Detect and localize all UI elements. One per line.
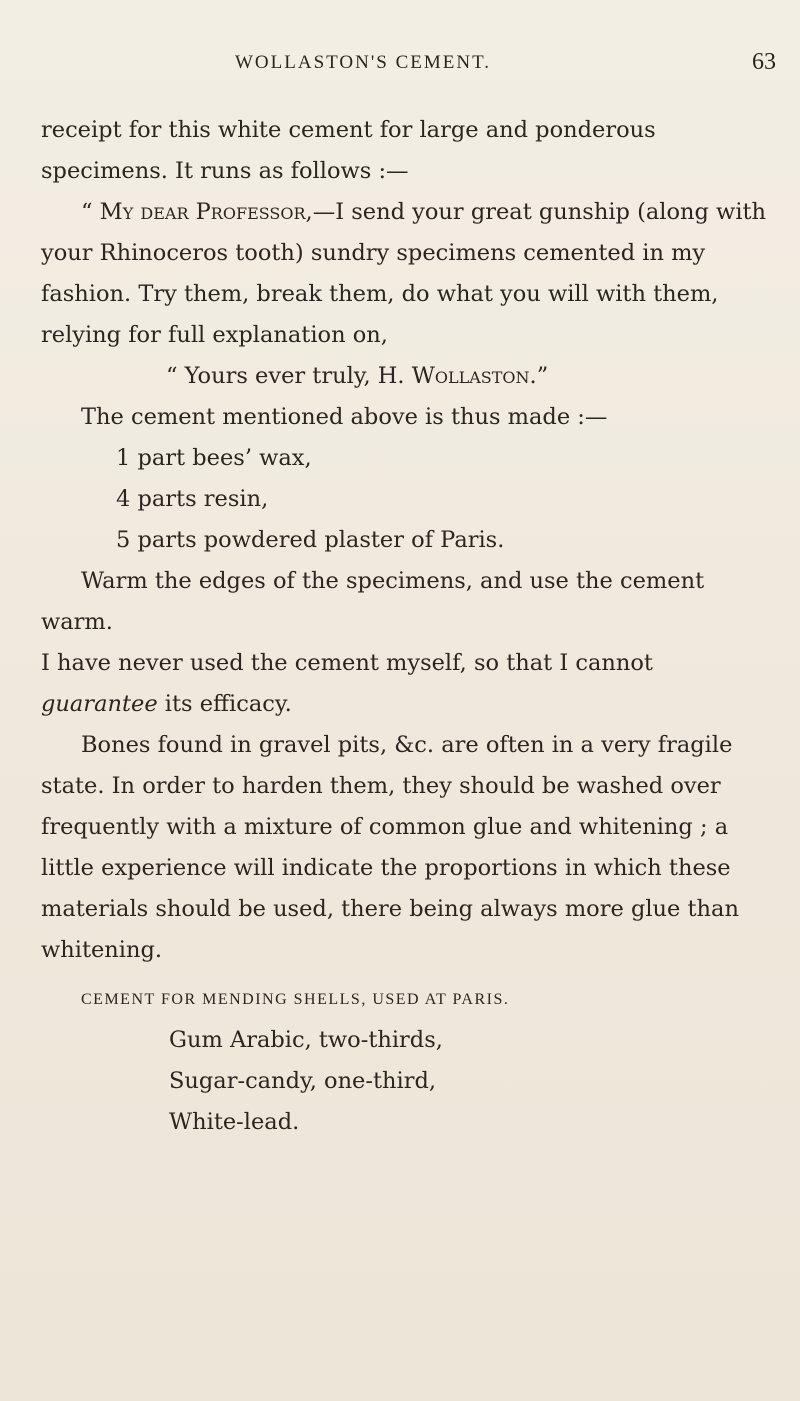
paragraph-bones: Bones found in gravel pits, &c. are often in a very fragile state. In order to harden them, they should be washed over frequently with a mixture of common glue and whitening ; a little experience will indicate the proportions in which these materials should be used, there being always more glue than whitening.	[41, 732, 739, 963]
letter-body: —I send your great gunship (along with your Rhinoceros tooth) sundry specimens cemented in my fashion. Try them, break them, do what you will with them, relying for full explanation on,	[41, 199, 767, 348]
recipe-item: 4 parts resin,	[116, 486, 269, 512]
paragraph-never-used	[41, 643, 776, 725]
cement-intro: The cement mentioned above is thus made :—	[81, 404, 608, 430]
letter-salutation: My dear Professor,	[99, 199, 313, 225]
recipe-item: 5 parts powdered plaster of Paris.	[116, 527, 505, 553]
signature-suffix: .”	[529, 363, 549, 389]
section-heading: CEMENT FOR MENDING SHELLS, USED AT PARIS.	[81, 991, 510, 1008]
recipe2-item: Sugar-candy, one-third,	[169, 1068, 437, 1094]
spacer	[41, 971, 776, 979]
letter-signature	[41, 356, 776, 397]
guarantee-italic: guarantee	[41, 691, 158, 717]
never-used-before: I have never used the cement myself, so that I cannot	[41, 650, 653, 676]
paragraph-receipt: receipt for this white cement for large and ponderous specimens. It runs as follows :—	[41, 117, 656, 184]
page-body	[41, 110, 776, 1143]
recipe-item: 1 part bees’ wax,	[116, 445, 312, 471]
signature-prefix: “ Yours ever truly, H.	[166, 363, 412, 389]
running-head: WOLLASTON'S CEMENT.	[235, 52, 492, 73]
signature-name: Wollaston	[411, 363, 530, 389]
page-header	[0, 49, 800, 82]
warm-instruction: Warm the edges of the specimens, and use the cement warm.	[41, 568, 705, 635]
letter-paragraph	[41, 192, 776, 356]
recipe2-item: White-lead.	[169, 1109, 300, 1135]
page-number: 63	[752, 49, 776, 75]
never-used-after: its efficacy.	[157, 691, 292, 717]
recipe2-item: Gum Arabic, two-thirds,	[169, 1027, 443, 1053]
open-quote: “	[81, 199, 100, 225]
